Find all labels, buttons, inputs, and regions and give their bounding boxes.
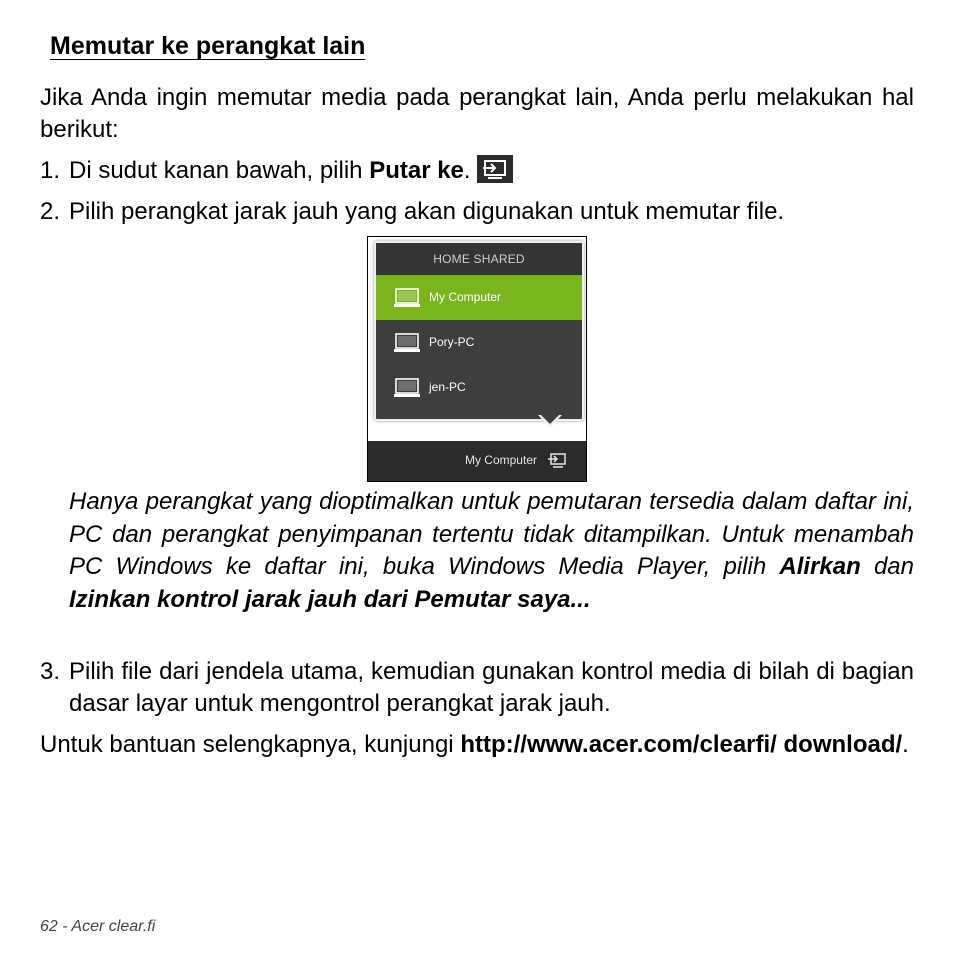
device-item-my-computer[interactable] [376, 275, 582, 320]
intro-paragraph: Jika Anda ingin memutar media pada perangkat lain, Anda perlu melakukan hal berikut: [40, 84, 914, 143]
laptop-icon [394, 288, 420, 308]
bottom-bar [368, 441, 586, 481]
step-number: 3. [40, 658, 61, 685]
step-number: 1. [40, 157, 61, 184]
device-label: Pory-PC [429, 335, 475, 349]
note-bold-izinkan: Izinkan kontrol jarak jauh dari Pemutar saya... [69, 585, 591, 613]
page-footer: 62 - Acer clear.fi [40, 918, 156, 935]
popup-pointer-fill [540, 414, 560, 424]
step-text: Pilih file dari jendela utama, kemudian gunakan kontrol media di bilah di bagian dasar layar untuk mengontrol perangkat jarak jauh. [69, 658, 914, 717]
step-bold: Putar ke [369, 157, 464, 184]
step-1 [40, 155, 914, 187]
help-paragraph: Untuk bantuan selengkapnya, kunjungi http://www.acer.com/clearfi/ download/. [40, 731, 909, 758]
help-link[interactable]: http://www.acer.com/clearfi/ download/ [460, 731, 903, 758]
section-heading: Memutar ke perangkat lain [50, 32, 366, 60]
step-3 [40, 656, 914, 720]
device-label: My Computer [429, 290, 502, 304]
play-to-screenshot [367, 236, 587, 482]
popup-header: HOME SHARED [376, 243, 582, 275]
play-to-icon[interactable] [547, 453, 567, 469]
device-item-jen-pc[interactable] [376, 365, 582, 410]
device-item-pory-pc[interactable] [376, 320, 582, 365]
note-bold-alirkan: Alirkan [779, 553, 861, 580]
step-text: Pilih perangkat jarak jauh yang akan digunakan untuk memutar file. [69, 198, 785, 225]
step-2 [40, 196, 914, 228]
play-to-icon [477, 155, 513, 183]
current-device-label: My Computer [464, 453, 537, 467]
device-popup [374, 241, 584, 421]
device-label: jen-PC [429, 380, 466, 394]
laptop-icon [394, 333, 420, 353]
step-number: 2. [40, 198, 61, 225]
note-paragraph: Hanya perangkat yang dioptimalkan untuk pemutaran tersedia dalam daftar ini, PC dan perangkat penyimpanan tertentu tidak ditampilkan. Untuk menambah PC Windows ke daftar ini, buka Windows Media Player, pilih Alirkan dan Izinkan kontrol jarak jauh dari Pemutar saya... [69, 488, 914, 613]
step-text: Di sudut kanan bawah, pilih Putar ke. [69, 155, 914, 187]
laptop-icon [394, 378, 420, 398]
